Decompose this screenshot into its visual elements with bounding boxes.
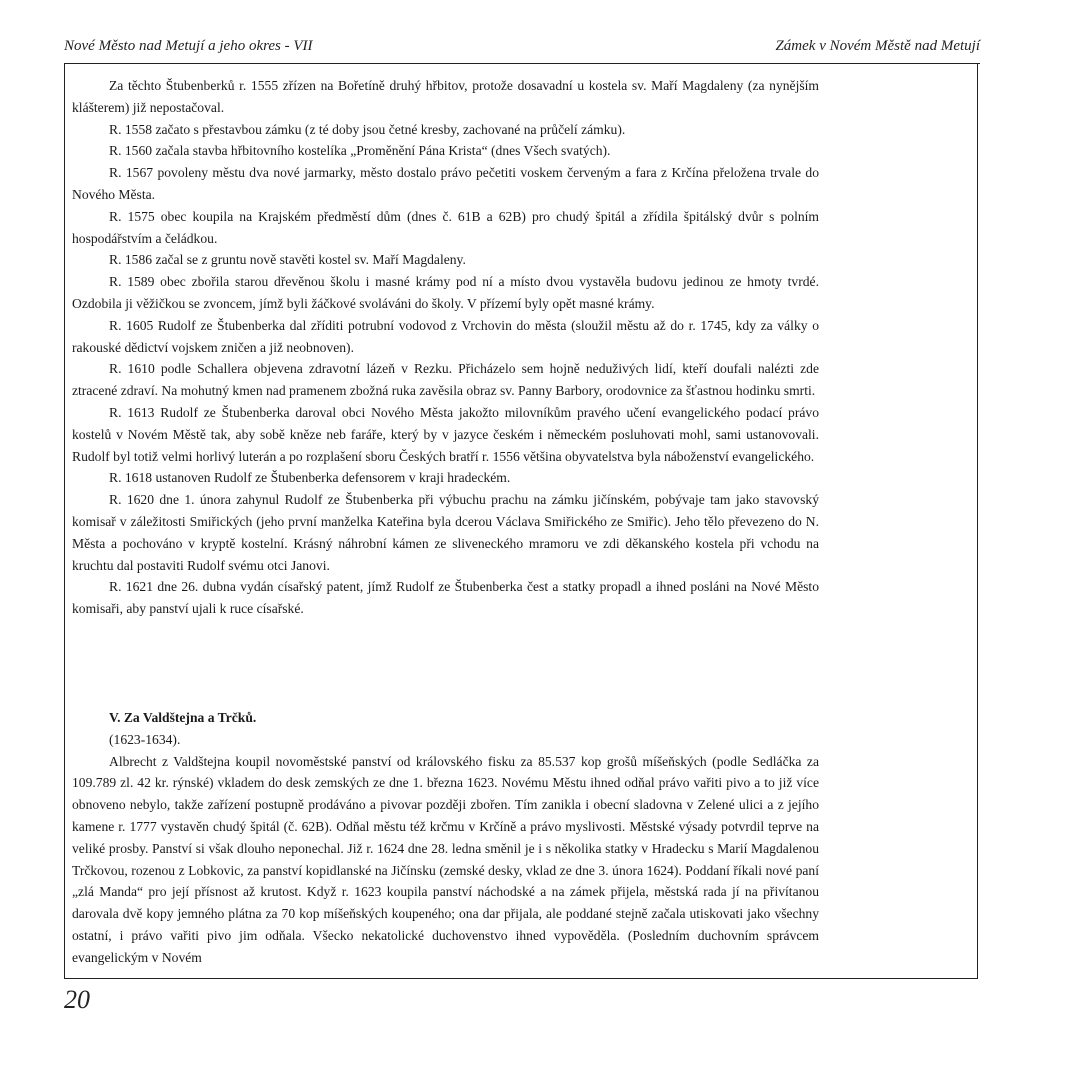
paragraph: R. 1613 Rudolf ze Štubenberka daroval obci Nového Města jakožto milovníkům pravého učení evangelického podací právo kostelů v Novém Městě tak, aby sobě kněze neb faráře, který by v jazyce českém i německém posluhovati mohl, sami ustanovovali. Rudolf byl totiž velmi horlivý luterán a po rozplašení sboru Českých bratří r. 1556 většina obyvatelstva byla náboženství evangelického. [72, 404, 819, 464]
paragraph: R. 1560 začala stavba hřbitovního kostelíka „Proměnění Pána Krista“ (dnes Všech svatých). [109, 143, 611, 159]
paragraph: R. 1575 obec koupila na Krajském předměstí dům (dnes č. 61B a 62B) pro chudý špitál a zřídila špitálský dvůr s polním hospodářstvím a čeládkou. [72, 208, 819, 246]
section-dates: (1623-1634). [109, 731, 181, 747]
paragraph: R. 1621 dne 26. dubna vydán císařský patent, jímž Rudolf ze Štubenberka čest a statky propadl a ihned posláni na Nové Město komisaři, aby panství ujali k ruce císařské. [72, 579, 819, 617]
paragraph: R. 1610 podle Schallera objevena zdravotní lázeň v Rezku. Přicházelo sem hojně neduživých lidí, kteří doufali nalézti zde ztracené zdraví. Na mohutný kmen nad pramenem zbožná ruka zavěsila obraz sv. Panny Barbory, orodovnice za šťastnou hodinku smrti. [72, 361, 819, 399]
paragraph: Albrecht z Valdštejna koupil novoměstské panství od královského fisku za 85.537 kop grošů míšeňských (podle Sedláčka za 109.789 zl. 42 kr. rýnské) vkladem do desk zemských ze dne 1. března 1623. Novému Městu ihned odňal právo vařiti pivo a to již více obnoveno nebylo, takže zařízení postupně prodáváno a pivovar později zbořen. Tím zanikla i obecní sladovna v Zelené ulici a z jejího kamene r. 1777 vystavěn chudý špitál (č. 62B). Odňal městu též krčmu v Krčíně a právo myslivosti. Městské výsady potvrdil teprve na veliké prosby. Panství si však dlouho neponechal. Již r. 1624 dne 28. ledna směnil je i s několika statky v Hradecku s Marií Magdalenou Trčkovou, rozenou z Lobkovic, za panství kopidlanské na Jičínsku (zemské desky, vklad ze dne 3. února 1624). Poddaní říkali nové paní „zlá Manda“ pro její přísnost až krutost. Když r. 1623 koupila panství náchodské a na zámek přijela, městská rada jí na přivítanou darovala dvě kopy jemného plátna za 70 kop míšeňských koupeného; ona dar přijala, ale poddané stejně začala utiskovati jako všechny ostatní, i právo vařiti pivo jim odňala. Všecko nekatolické duchovenstvo ihned vypověděla. (Posledním duchovním správcem evangelickým v Novém [72, 753, 819, 965]
section-heading: V. Za Valdštejna a Trčků. [109, 710, 257, 725]
top-text-block [72, 75, 819, 620]
paragraph: R. 1589 obec zbořila starou dřevěnou školu i masné krámy pod ní a místo dvou vystavěla budovu jedinou ze hmoty tvrdé. Ozdobila ji věžičkou se zvoncem, jímž byli žáčkové svoláváni do školy. V přízemí byly opět masné krámy. [72, 274, 819, 311]
paragraph: R. 1586 začal se z gruntu nově stavěti kostel sv. Maří Magdaleny. [109, 252, 466, 268]
section-text-block [72, 707, 819, 969]
paragraph: R. 1620 dne 1. února zahynul Rudolf ze Štubenberka při výbuchu prachu na zámku jičínském, pobývaje tam jako stavovský komisař v záležitosti Smiřických (jeho první manželka Kateřina byla dcerou Václava Smiřického ze Smiřic). Jeho tělo převezeno do N. Města a pochováno v kryptě kostelní. Krásný náhrobní kámen ze sliveneckého mramoru ve zdi děkanského kostela při vchodu na kruchtu dal postaviti Rudolf svému otci Janovi. [72, 492, 819, 573]
paragraph: R. 1605 Rudolf ze Štubenberka dal zříditi potrubní vodovod z Vrchovin do města (sloužil městu až do r. 1745, kdy za války o rakouské dědictví vojskem zničen a již neobnoven). [72, 317, 819, 355]
paragraph: R. 1567 povoleny městu dva nové jarmarky, město dostalo právo pečetiti voskem červeným a fara z Krčína přeložena trvale do Nového Města. [72, 165, 819, 202]
paragraph: Za těchto Štubenberků r. 1555 zřízen na Bořetíně druhý hřbitov, protože dosavadní u kostela sv. Maří Magdaleny (za nynějším klášterem) již nepostačoval. [72, 78, 819, 115]
paragraph: R. 1558 začato s přestavbou zámku (z té doby jsou četné kresby, zachované na průčelí zámku). [109, 121, 626, 137]
header-book-title: Nové Město nad Metují a jeho okres - VII [64, 38, 313, 54]
page-number: 20 [64, 985, 90, 1014]
header-chapter-title: Zámek v Novém Městě nad Metují [775, 38, 980, 54]
paragraph: R. 1618 ustanoven Rudolf ze Štubenberka defensorem v kraji hradeckém. [109, 470, 511, 486]
